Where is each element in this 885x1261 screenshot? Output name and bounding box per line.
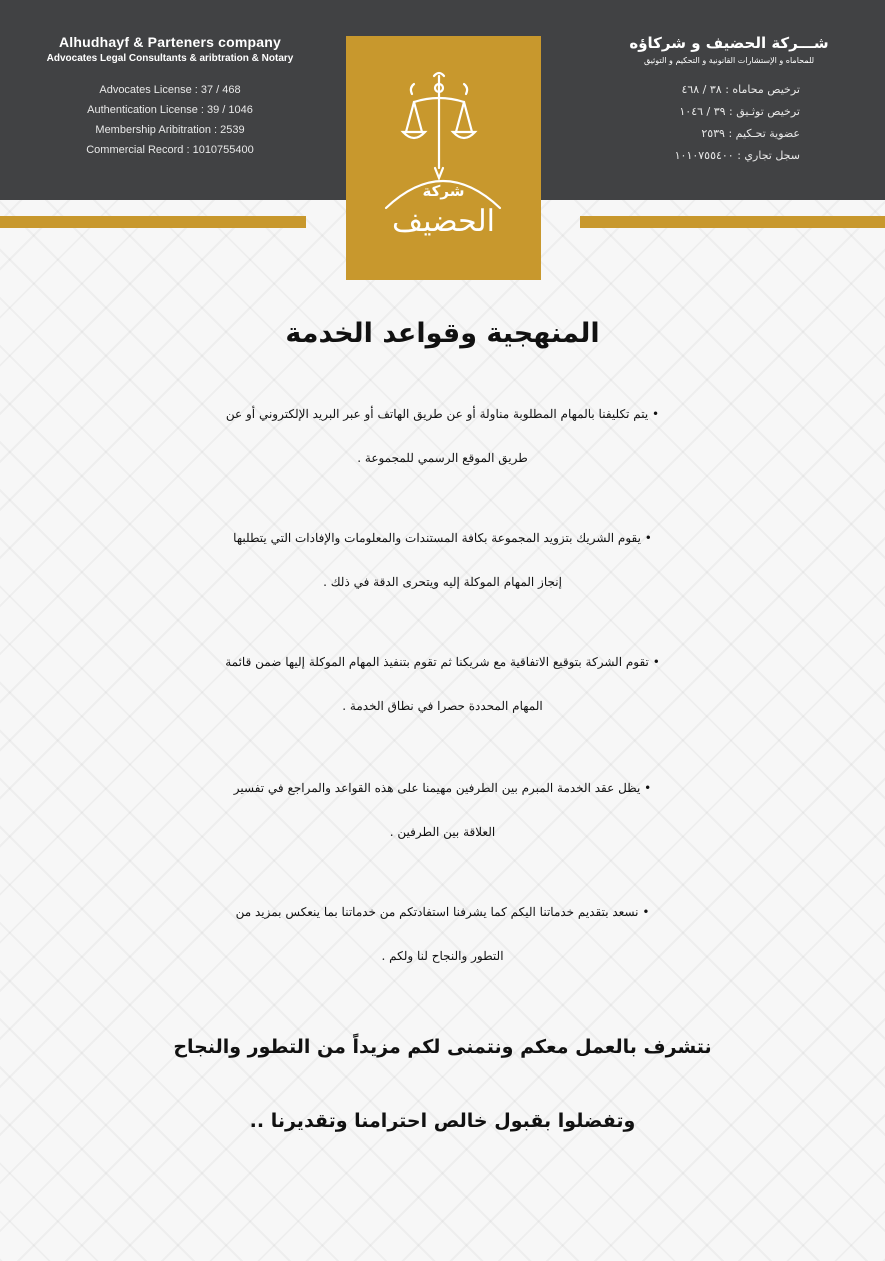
english-company-subtitle: Advocates Legal Consultants & aribtration & Notary (46, 53, 294, 64)
closing-line-2: وتفضلوا بقبول خالص احترامنا وتقديرنا .. (249, 1110, 636, 1132)
bullet-item-5 (0, 890, 885, 978)
bullet-item-1 (0, 392, 885, 480)
english-membership-arbitration: Membership Aribitration : 2539 (95, 124, 245, 136)
bullet-4-line-1: • يظل عقد الخدمة المبرم بين الطرفين مهيمنا على هذه القواعد والمراجع في تفسير (233, 781, 652, 795)
arabic-commercial-record: سجل تجاري : ١٠١٠٧٥٥٤٠٠ (674, 149, 800, 162)
english-advocates-license: Advocates License : 37 / 468 (99, 84, 241, 96)
arabic-authentication-license: ترخيص توثـيق : ٣٩ / ١٠٤٦ (679, 105, 800, 118)
english-authentication-license: Authentication License : 39 / 1046 (87, 104, 253, 116)
arabic-company-subtitle: للمحاماه و الإستشارات القانونية و التحكيم و التوثيق (643, 56, 815, 65)
page-title: المنهجية وقواعد الخدمة (285, 318, 600, 349)
bullet-1-line-1: • يتم تكليفنا بالمهام المطلوبة مناولة أو عن طريق الهاتف أو عبر البريد الإلكتروني أو عن (225, 407, 660, 421)
english-company-info (20, 34, 320, 160)
bullet-5-line-1: • نسعد بتقديم خدماتنا اليكم كما يشرفنا استفادتكم من خدماتنا بما ينعكس بمزيد من (235, 905, 650, 919)
english-company-name: Alhudhayf & Parteners company (58, 34, 282, 50)
arabic-company-name: شـــركة الحضيف و شركاؤه (629, 34, 829, 52)
logo-text-company: شركة (422, 182, 465, 200)
bullet-item-3 (0, 640, 885, 728)
bullet-5-line-2: التطور والنجاح لنا ولكم . (381, 949, 504, 963)
english-commercial-record: Commercial Record : 1010755400 (86, 144, 254, 156)
closing-line-1: نتشرف بالعمل معكم ونتمنى لكم مزيداً من التطور والنجاح (173, 1036, 712, 1058)
bullet-1-line-2: طريق الموقع الرسمي للمجموعة . (357, 451, 528, 465)
gold-stripe-right (580, 216, 885, 228)
bullet-item-2 (0, 516, 885, 604)
bullet-3-line-2: المهام المحددة حصرا في نطاق الخدمة . (342, 699, 543, 713)
bullet-3-line-1: • تقوم الشركة بتوقيع الاتفاقية مع شريكنا ثم تقوم بتنفيذ المهام الموكلة إليها ضمن قائمة (225, 655, 660, 669)
company-logo (346, 36, 541, 280)
arabic-company-info (598, 34, 860, 167)
bullet-2-line-1: • يقوم الشريك بتزويد المجموعة بكافة المستندات والمعلومات والإفادات التي يتطلبها (233, 531, 652, 545)
bullet-2-line-2: إنجاز المهام الموكلة إليه ويتحرى الدقة في ذلك . (323, 575, 562, 589)
arabic-membership-arbitration: عضوية تحـكيم : ٢٥٣٩ (701, 127, 800, 140)
arabic-advocates-license: ترخيص محاماه : ٣٨ / ٤٦٨ (681, 83, 800, 96)
bullet-4-line-2: العلاقة بين الطرفين . (389, 825, 496, 839)
logo-text-name: الحضيف (392, 204, 495, 239)
bullet-item-4 (0, 766, 885, 854)
scales-of-justice-icon (346, 36, 541, 280)
gold-stripe-left (0, 216, 306, 228)
